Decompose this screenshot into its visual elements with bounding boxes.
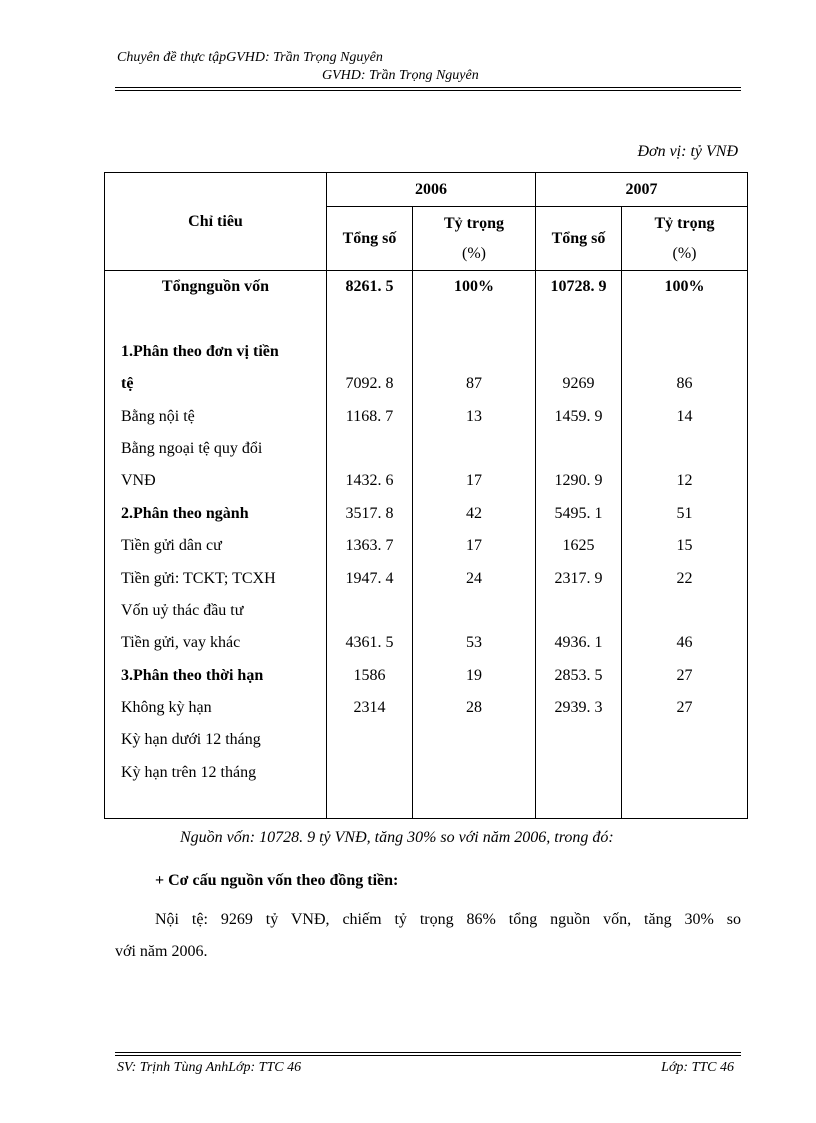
footer-rule-top [115,1052,741,1053]
column-2007-percent [622,271,748,819]
table-cell: 5495. 1 [554,504,603,522]
percent-label: (%) [672,244,697,262]
table-cell: 22 [676,569,693,587]
table-cell [622,757,747,789]
row-label [113,303,326,335]
table-cell: 15 [676,537,693,555]
header-line-2: GVHD: Trần Trọng Nguyên [322,68,479,83]
header-line-1: Chuyên đề thực tậpGVHD: Trần Trọng Nguyên [117,50,383,65]
table-cell [413,595,535,627]
footer-left: SV: Trịnh Tùng AnhLớp: TTC 46 [117,1060,302,1075]
table-cell: 19 [466,666,482,684]
row-label: Bằng nội tệ [121,407,195,425]
row-label: tệ [121,375,134,393]
table-cell: 14 [676,407,693,425]
table-cell: 1947. 4 [345,569,394,587]
column-2006-percent [413,271,536,819]
column-2007-total [536,271,622,819]
table-cell [622,724,747,756]
table-cell [622,303,747,335]
table-cell: 2853. 5 [554,666,603,684]
table-caption: Nguồn vốn: 10728. 9 tỷ VNĐ, tăng 30% so với năm 2006, trong đó: [180,829,614,846]
table-cell [536,336,621,368]
table-cell: 2317. 9 [554,569,603,587]
table-cell [327,724,412,756]
table-cell: 1432. 6 [345,472,394,490]
table-cell [327,757,412,789]
table-cell: 1625 [562,537,595,555]
table-cell: 87 [466,375,482,393]
row-label: VNĐ [121,472,156,490]
label-column [105,271,327,819]
table-cell [327,595,412,627]
table-cell [622,433,747,465]
unit-note: Đơn vị: tỷ VNĐ [637,143,738,160]
table-cell: 2314 [353,699,386,717]
table-cell: 1290. 9 [554,472,603,490]
table-cell: 51 [676,504,693,522]
table-cell: 2939. 3 [554,699,603,717]
header-year-2007: 2007 [536,173,748,207]
table-cell: 1459. 9 [554,407,603,425]
header-tong-so-2006: Tổng số [327,207,413,271]
capital-structure-table [104,172,748,819]
column-2006-total [327,271,413,819]
table-cell: 46 [676,634,693,652]
total-2007-percent: 100% [664,278,705,295]
table-cell: 53 [466,634,482,652]
table-cell [622,336,747,368]
row-label: Kỳ hạn trên 12 tháng [121,763,257,781]
table-cell [413,303,535,335]
table-cell: 1168. 7 [345,407,394,425]
table-cell: 12 [676,472,693,490]
table-cell [536,757,621,789]
table-cell [327,433,412,465]
header-chi-tieu: Chỉ tiêu [105,173,327,271]
row-label: 1.Phân theo đơn vị tiền [121,342,279,360]
total-2006-value: 8261. 5 [345,278,394,295]
table-cell [622,595,747,627]
row-label: Tiền gửi: TCKT; TCXH [121,569,276,587]
table-cell: 28 [466,699,482,717]
table-cell: 27 [676,666,693,684]
row-label: 2.Phân theo ngành [121,504,249,522]
ty-trong-label: Tỷ trọng [654,214,715,232]
table-cell: 9269 [562,375,595,393]
total-2006-percent: 100% [454,278,494,295]
table-cell [413,757,535,789]
table-cell [536,433,621,465]
table-cell [536,303,621,335]
table-cell: 17 [466,537,482,555]
header-rule-top [115,87,741,88]
table-cell: 13 [466,407,482,425]
header-tong-so-2007: Tổng số [536,207,622,271]
row-label: Không kỳ hạn [121,699,212,717]
table-cell [327,303,412,335]
header-ty-trong-2007 [622,207,748,271]
row-label: Vốn uỷ thác đầu tư [121,601,244,619]
header-year-2006: 2006 [327,173,536,207]
table-cell: 7092. 8 [345,375,394,393]
row-label: 3.Phân theo thời hạn [121,666,264,684]
table-cell [536,724,621,756]
percent-label: (%) [462,244,486,262]
table-cell [413,724,535,756]
paragraph-line-1: Nội tệ: 9269 tỷ VNĐ, chiếm tỷ trọng 86% tổng nguồn vốn, tăng 30% so [155,911,741,928]
table-cell: 24 [466,569,482,587]
table-cell [536,595,621,627]
row-label: Tiền gửi dân cư [121,537,222,555]
row-label: Bằng ngoại tệ quy đổi [121,439,263,457]
table-cell: 86 [676,375,693,393]
footer-right: Lớp: TTC 46 [661,1060,734,1075]
table-cell: 42 [466,504,482,522]
subheading: + Cơ cấu nguồn vốn theo đồng tiền: [155,872,399,889]
table-cell: 1586 [353,666,386,684]
table-cell [413,336,535,368]
table-cell: 17 [466,472,482,490]
row-label: Tiền gửi, vay khác [121,634,241,652]
table-cell: 4361. 5 [345,634,394,652]
table-cell: 1363. 7 [345,537,394,555]
footer-rule-bottom [115,1055,741,1056]
header-rule-bottom [115,90,741,91]
total-2007-value: 10728. 9 [550,278,607,295]
paragraph-line-2: với năm 2006. [115,943,208,960]
row-label: Kỳ hạn dưới 12 tháng [121,731,261,749]
table-cell [327,336,412,368]
table-cell: 27 [676,699,693,717]
total-label: Tổngnguồn vốn [161,278,270,295]
ty-trong-label: Tỷ trọng [444,214,504,232]
header-ty-trong-2006 [413,207,536,271]
table-cell: 3517. 8 [345,504,394,522]
table-cell [413,433,535,465]
table-cell: 4936. 1 [554,634,603,652]
